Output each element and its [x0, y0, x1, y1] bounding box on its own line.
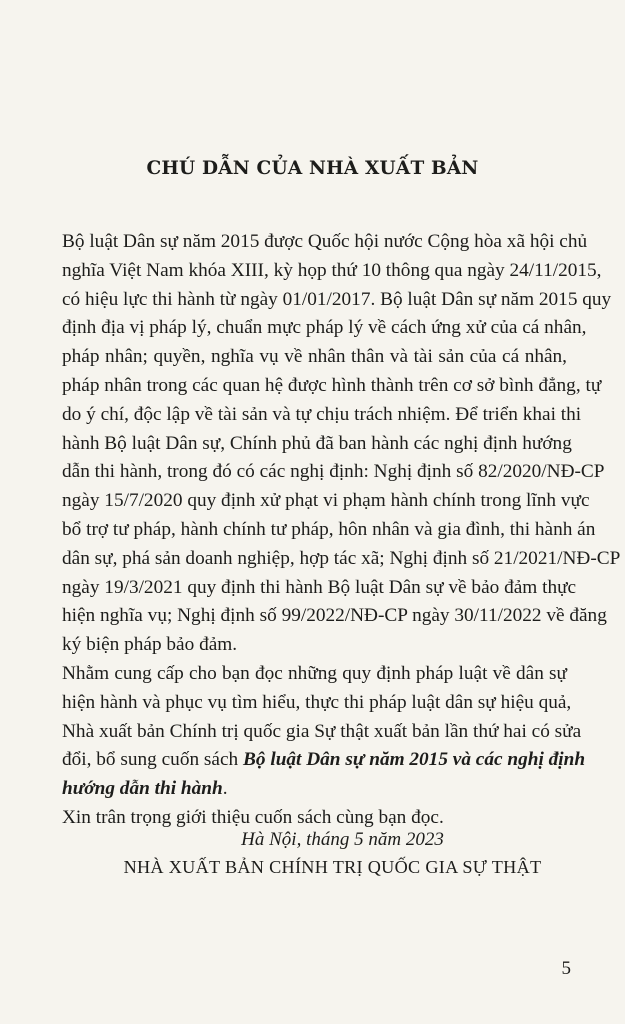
- book-title-part-1: Bộ luật Dân sự năm 2015 và các nghị định: [243, 749, 586, 771]
- paragraph-line: [62, 775, 567, 804]
- paragraph-line: định địa vị pháp lý, chuẩn mực pháp lý về cách ứng xử của cá nhân,: [62, 317, 587, 339]
- paragraph-line: Xin trân trọng giới thiệu cuốn sách cùng bạn đọc.: [62, 806, 444, 828]
- paragraph-line: pháp nhân trong các quan hệ được hình thành trên cơ sở bình đẳng, tự: [62, 374, 602, 396]
- paragraph-line: hành Bộ luật Dân sự, Chính phủ đã ban hành các nghị định hướng: [62, 432, 572, 454]
- book-title-suffix: .: [222, 778, 228, 800]
- paragraph-line: dẫn thi hành, trong đó có các nghị định: Nghị định số 82/2020/NĐ-CP: [62, 461, 605, 483]
- paragraph-line: có hiệu lực thi hành từ ngày 01/01/2017. Bộ luật Dân sự năm 2015 quy: [62, 288, 612, 310]
- paragraph-line: ký biện pháp bảo đảm.: [62, 634, 238, 656]
- paragraph-line: pháp nhân; quyền, nghĩa vụ về nhân thân và tài sản của cá nhân,: [62, 346, 567, 368]
- page-title: CHÚ DẪN CỦA NHÀ XUẤT BẢN: [146, 158, 479, 179]
- paragraph-line: Nhằm cung cấp cho bạn đọc những quy định pháp luật về dân sự: [62, 662, 567, 684]
- page-number: 5: [561, 958, 571, 979]
- signature-place-date: Hà Nội, tháng 5 năm 2023: [241, 829, 444, 850]
- paragraph-line: dân sự, phá sản doanh nghiệp, hợp tác xã; Nghị định số 21/2021/NĐ-CP: [62, 547, 621, 569]
- paragraph-line: bổ trợ tư pháp, hành chính tư pháp, hôn nhân và gia đình, thi hành án: [62, 518, 596, 540]
- signature-publisher: NHÀ XUẤT BẢN CHÍNH TRỊ QUỐC GIA SỰ THẬT: [123, 857, 542, 877]
- paragraph-line: do ý chí, độc lập về tài sản và tự chịu trách nhiệm. Để triển khai thi: [62, 403, 582, 425]
- text-span: Bộ luật Dân sự năm 2015 được Quốc hội nước Cộng hòa xã hội chủ: [62, 231, 588, 252]
- paragraph-1: [62, 228, 621, 660]
- paragraph-line: ngày 15/7/2020 quy định xử phạt vi phạm hành chính trong lĩnh vực: [62, 490, 590, 512]
- paragraph-2: [62, 660, 586, 804]
- page-body: [62, 228, 621, 833]
- paragraph-line: [62, 746, 586, 775]
- paragraph-line: nghĩa Việt Nam khóa XIII, kỳ họp thứ 10 thông qua ngày 24/11/2015,: [62, 259, 602, 281]
- paragraph-line: hiện hành và phục vụ tìm hiểu, thực thi pháp luật dân sự hiệu quả,: [62, 691, 572, 713]
- paragraph-line: [62, 228, 588, 257]
- paragraph-line-prefix: đổi, bổ sung cuốn sách: [62, 749, 244, 771]
- paragraph-line: hiện nghĩa vụ; Nghị định số 99/2022/NĐ-CP ngày 30/11/2022 về đăng: [62, 605, 607, 627]
- book-title-part-2: hướng dẫn thi hành: [62, 778, 223, 800]
- paragraph-line: ngày 19/3/2021 quy định thi hành Bộ luật Dân sự về bảo đảm thực: [62, 576, 577, 598]
- paragraph-line: Nhà xuất bản Chính trị quốc gia Sự thật xuất bản lần thứ hai có sửa: [62, 720, 582, 742]
